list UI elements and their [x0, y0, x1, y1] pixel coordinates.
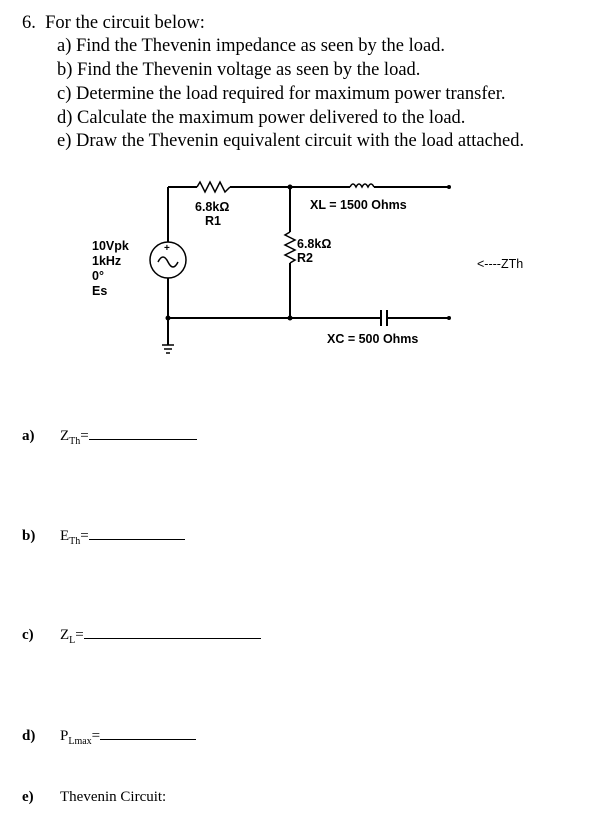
answer-a-label: a) [22, 428, 35, 444]
source-plus-sign: + [164, 243, 170, 254]
answer-b-var: $E_{Th}$ [60, 528, 81, 547]
xl-label: XL = 1500 Ohms [310, 198, 407, 212]
junction-dot-ground [166, 316, 171, 321]
answer-e-label: e) [22, 789, 34, 805]
r2-value-label: 6.8kΩ [297, 237, 332, 251]
zth-arrow-label: <----ZTh [477, 257, 524, 271]
answer-a [22, 425, 197, 447]
answer-a-var: $Z_{Th}$ [60, 428, 81, 447]
source-frequency-label: 1kHz [92, 254, 122, 268]
question-part-b: b) Find the Thevenin voltage as seen by the load. [57, 60, 421, 80]
r1-resistor [197, 182, 230, 192]
answer-a-eq: = [80, 428, 89, 444]
answer-c-var: $Z_L$ [60, 627, 76, 646]
question-part-c: c) Determine the load required for maximum power transfer. [57, 84, 506, 104]
answer-e-text: Thevenin Circuit: [60, 789, 167, 805]
xl-inductor [350, 184, 374, 187]
source-name-label: Es [92, 284, 108, 298]
question-number: 6. [22, 13, 36, 33]
answer-a-blank[interactable] [89, 425, 197, 440]
question-part-e: e) Draw the Thevenin equivalent circuit with the load attached. [57, 131, 525, 151]
answer-d-eq: = [91, 728, 101, 744]
answer-c [22, 624, 261, 646]
question-part-d: d) Calculate the maximum power delivered to the load. [57, 108, 466, 128]
question-stem-text: For the circuit below: [45, 13, 205, 33]
answer-e [22, 789, 166, 806]
source-amplitude-label: 10Vpk [92, 239, 129, 253]
answer-b-blank[interactable] [89, 525, 185, 540]
r1-value-label: 6.8kΩ [195, 200, 230, 214]
answer-b [22, 525, 185, 547]
terminal-bottom [447, 316, 451, 320]
answer-d-var: $P_{Lmax}$ [60, 728, 92, 747]
junction-dot-bottom [288, 316, 293, 321]
ground-icon [162, 345, 174, 353]
junction-dot-top [288, 185, 293, 190]
answer-d-blank[interactable] [100, 725, 196, 740]
answer-b-label: b) [22, 528, 36, 544]
source-phase-label: 0° [92, 269, 104, 283]
answer-c-label: c) [22, 627, 34, 643]
terminal-top [447, 185, 451, 189]
r2-resistor [285, 232, 295, 263]
answer-c-blank[interactable] [84, 624, 261, 639]
question-part-a: a) Find the Thevenin impedance as seen by the load. [57, 36, 446, 56]
answer-b-eq: = [80, 528, 89, 544]
r2-name-label: R2 [297, 251, 313, 265]
r1-name-label: R1 [205, 214, 221, 228]
answer-d [22, 725, 196, 747]
answer-d-label: d) [22, 728, 36, 744]
answer-c-eq: = [75, 627, 84, 643]
xc-label: XC = 500 Ohms [327, 332, 419, 346]
